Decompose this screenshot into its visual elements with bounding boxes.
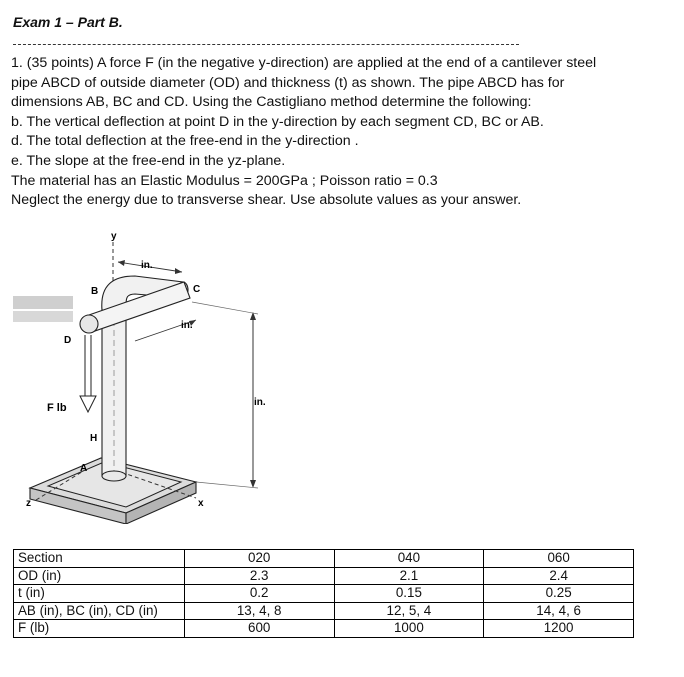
table-cell: 12, 5, 4	[334, 602, 484, 620]
point-label-h: H	[90, 433, 98, 444]
problem-line: dimensions AB, BC and CD. Using the Castigliano method determine the following:	[11, 94, 532, 111]
table-row-label: F (lb)	[14, 620, 185, 638]
point-label-c: C	[193, 284, 201, 295]
problem-line: Neglect the energy due to transverse shear. Use absolute values as your answer.	[11, 192, 522, 209]
table-row	[14, 620, 634, 638]
table-cell: 2.4	[484, 567, 634, 585]
problem-line: b. The vertical deflection at point D in the y-direction by each segment CD, BC or AB.	[11, 113, 544, 130]
table-header-row	[14, 550, 634, 568]
point-label-d: D	[64, 335, 72, 346]
problem-line: The material has an Elastic Modulus = 200GPa ; Poisson ratio = 0.3	[11, 172, 438, 189]
problem-statement	[11, 54, 676, 211]
axis-label-z: z	[26, 498, 31, 509]
background-stripe	[13, 311, 73, 322]
problem-line: e. The slope at the free-end in the yz-plane.	[11, 152, 286, 169]
exam-title: Exam 1 – Part B.	[13, 14, 123, 30]
force-arrow	[80, 335, 96, 412]
problem-line: 1. (35 points) A force F (in the negative y-direction) are applied at the end of a cantilever steel	[11, 55, 597, 71]
problem-line: pipe ABCD of outside diameter (OD) and thickness (t) as shown. The pipe ABCD has for	[11, 74, 565, 91]
section-data-table	[13, 549, 634, 638]
cantilever-pipe-figure	[0, 222, 330, 524]
table-row-label: AB (in), BC (in), CD (in)	[14, 602, 185, 620]
table-cell: 0.2	[184, 585, 334, 603]
table-cell: 0.15	[334, 585, 484, 603]
table-row	[14, 567, 634, 585]
table-cell: 0.25	[484, 585, 634, 603]
table-cell: 1000	[334, 620, 484, 638]
point-label-b: B	[91, 286, 99, 297]
dashed-divider	[13, 44, 519, 45]
table-header-cell: Section	[14, 550, 185, 568]
axis-label-y: y	[111, 231, 117, 242]
table-row	[14, 602, 634, 620]
table-cell: 14, 4, 6	[484, 602, 634, 620]
table-row-label: OD (in)	[14, 567, 185, 585]
pipe-segment-ab	[102, 306, 126, 481]
table-row-label: t (in)	[14, 585, 185, 603]
dimension-label-ab: in.	[254, 397, 266, 408]
problem-line: d. The total deflection at the free-end in the y-direction .	[11, 133, 359, 150]
table-cell: 13, 4, 8	[184, 602, 334, 620]
table-header-cell: 020	[184, 550, 334, 568]
background-stripe	[13, 296, 73, 309]
dimension-label-cd: in.	[181, 320, 193, 331]
dimension-label-bc: in.	[141, 260, 153, 271]
point-label-a: A	[80, 463, 88, 474]
table-cell: 600	[184, 620, 334, 638]
table-header-cell: 060	[484, 550, 634, 568]
table-row	[14, 585, 634, 603]
axis-label-x: x	[198, 498, 204, 509]
table-cell: 1200	[484, 620, 634, 638]
table-cell: 2.3	[184, 567, 334, 585]
table-header-cell: 040	[334, 550, 484, 568]
table-cell: 2.1	[334, 567, 484, 585]
force-label: F lb	[47, 402, 67, 414]
